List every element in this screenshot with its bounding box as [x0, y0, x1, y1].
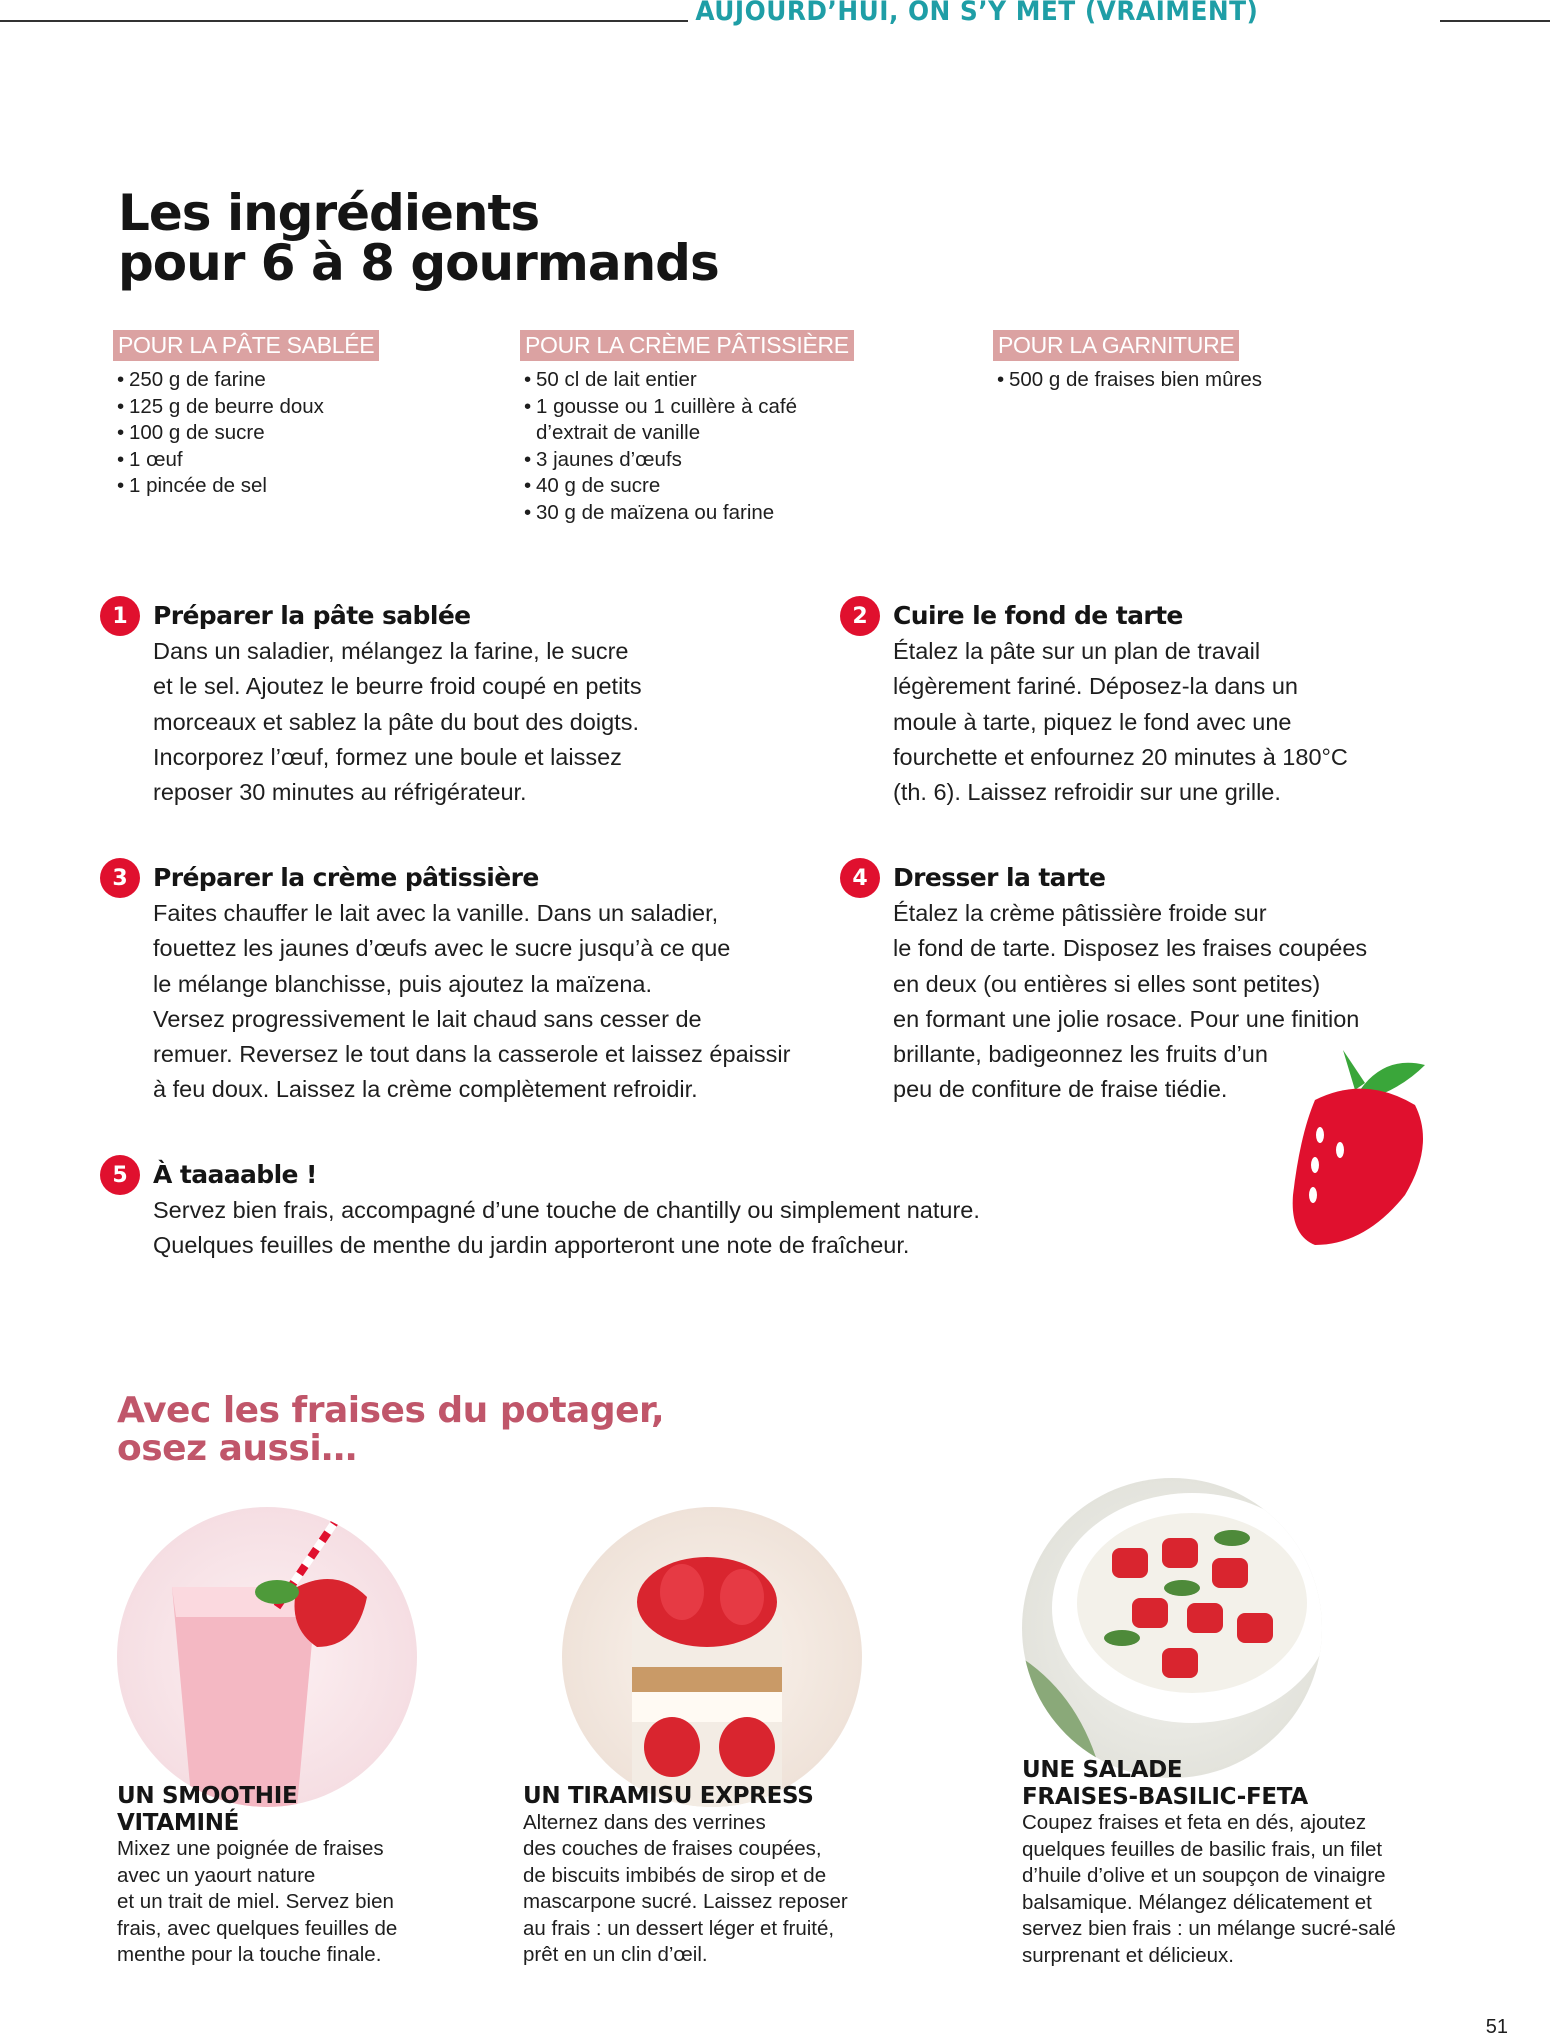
step-number-badge: 5 — [100, 1155, 140, 1195]
step-text: Étalez la crème pâtissière froide sur le fond de tarte. Disposez les fraises coupées en deux (ou entières si elles sont petites) en formant une jolie rosace. Pour une finition brillante, badigeonnez les fruits d’un peu de confiture de fraise tiédie. — [893, 900, 1368, 1103]
card-text: Mixez une poignée de fraises avec un yaourt nature et un trait de miel. Servez bien frais, avec quelques feuilles de menthe pour la touche finale. — [117, 1837, 398, 1967]
step-title: Dresser la tarte — [893, 863, 1106, 892]
ingredient-heading: POUR LA GARNITURE — [993, 330, 1239, 361]
suggestions-heading-line-1: Avec les fraises du potager, — [117, 1390, 665, 1431]
ingredients-creme-patissiere — [520, 330, 854, 527]
ingredient-item: • 40 g de sucre — [524, 473, 824, 500]
suggestion-card-tiramisu — [523, 1783, 848, 1969]
title-line-1: Les ingrédients — [118, 184, 540, 242]
step-number-badge: 1 — [100, 596, 140, 636]
page-number: 51 — [1485, 2016, 1508, 2038]
step-2 — [852, 598, 1348, 810]
card-text: Coupez fraises et feta en dés, ajoutez quelques feuilles de basilic frais, un filet d’huile d’olive et un soupçon de vinaigre balsamique. Mélangez délicatement et servez bien frais : un mélange sucré-salé surprenant et délicieux. — [1022, 1811, 1396, 1967]
ingredient-item: • 250 g de farine — [117, 367, 379, 394]
step-number-badge: 4 — [840, 858, 880, 898]
card-title: UNE SALADE FRAISES-BASILIC-FETA — [1022, 1757, 1308, 1810]
ingredient-item: • 1 pincée de sel — [117, 473, 379, 500]
ingredient-heading: POUR LA PÂTE SABLÉE — [113, 330, 379, 361]
ingredient-item: • 500 g de fraises bien mûres — [997, 367, 1262, 394]
title-line-2: pour 6 à 8 gourmands — [118, 234, 719, 292]
smoothie-photo — [117, 1507, 417, 1807]
step-number-badge: 3 — [100, 858, 140, 898]
step-text: Dans un saladier, mélangez la farine, le sucre et le sel. Ajoutez le beurre froid coupé en petits morceaux et sablez la pâte du bout des doigts. Incorporez l’œuf, formez une boule et laissez reposer 30 minutes au réfrigérateur. — [153, 638, 642, 806]
ingredient-item: • 50 cl de lait entier — [524, 367, 824, 394]
card-text: Alternez dans des verrines des couches de fraises coupées, de biscuits imbibés de sirop et de mascarpone sucré. Laissez reposer au frais : un dessert léger et fruité, prêt en un clin d’œil. — [523, 1810, 848, 1967]
strawberry-icon — [1285, 1045, 1435, 1250]
card-title: UN TIRAMISU EXPRESS — [523, 1783, 814, 1809]
ingredient-item: • 30 g de maïzena ou farine — [524, 500, 824, 527]
tiramisu-photo — [562, 1507, 862, 1807]
ingredient-item: • 1 gousse ou 1 cuillère à café d’extrait de vanille — [524, 394, 824, 447]
step-text: Étalez la pâte sur un plan de travail légèrement fariné. Déposez-la dans un moule à tarte, piquez le fond avec une fourchette et enfournez 20 minutes à 180°C (th. 6). Laissez refroidir sur une grille. — [893, 638, 1348, 806]
ingredients-pate-sablee — [113, 330, 379, 500]
salad-photo — [1022, 1478, 1322, 1778]
step-title: Préparer la pâte sablée — [153, 601, 471, 630]
ingredient-heading: POUR LA CRÈME PÂTISSIÈRE — [520, 330, 854, 361]
step-title: Cuire le fond de tarte — [893, 601, 1183, 630]
header-rule-left — [0, 20, 690, 22]
step-text: Faites chauffer le lait avec la vanille. Dans un saladier, fouettez les jaunes d’œufs avec le sucre jusqu’à ce que le mélange blanchisse, puis ajoutez la maïzena. Versez progressivement le lait chaud sans cesser de remuer. Reversez le tout dans la casserole et laissez épaissir à feu doux. Laissez la crème complètement refroidir. — [153, 900, 791, 1103]
ingredient-item: • 100 g de sucre — [117, 420, 379, 447]
step-title: Préparer la crème pâtissière — [153, 863, 539, 892]
ingredient-item: • 125 g de beurre doux — [117, 394, 379, 421]
header-rule-right — [1440, 20, 1550, 22]
suggestion-card-smoothie — [117, 1783, 397, 1969]
step-3 — [112, 860, 791, 1108]
section-title: AUJOURD’HUI, ON S’Y MET (VRAIMENT) — [688, 0, 1266, 27]
ingredient-item: • 3 jaunes d’œufs — [524, 447, 824, 474]
card-title: UN SMOOTHIE VITAMINÉ — [117, 1783, 298, 1836]
suggestion-card-salade — [1022, 1757, 1396, 1970]
suggestions-heading — [117, 1392, 664, 1468]
step-1 — [112, 598, 642, 810]
page-title — [118, 184, 719, 292]
ingredient-item: • 1 œuf — [117, 447, 379, 474]
ingredients-garniture — [993, 330, 1262, 394]
step-5 — [112, 1157, 980, 1264]
step-title: À taaaable ! — [153, 1160, 317, 1189]
suggestions-heading-line-2: osez aussi… — [117, 1428, 357, 1469]
step-number-badge: 2 — [840, 596, 880, 636]
step-text: Servez bien frais, accompagné d’une touche de chantilly ou simplement nature. Quelques feuilles de menthe du jardin apporteront une note de fraîcheur. — [153, 1197, 980, 1259]
